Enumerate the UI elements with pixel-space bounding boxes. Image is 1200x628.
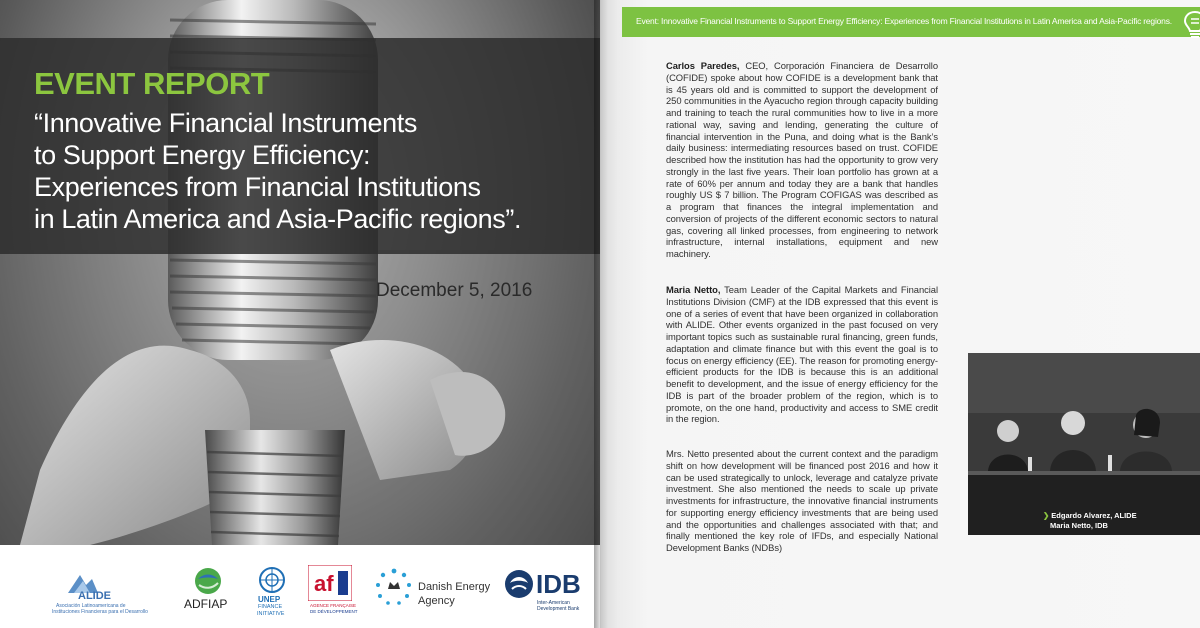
unep-line: FINANCE (258, 604, 283, 610)
adfiap-logo (178, 545, 238, 628)
idb-emblem-icon (504, 569, 534, 599)
caption-line: Maria Netto, IDB (1050, 521, 1108, 530)
title-line: “Innovative Financial Instruments (34, 108, 417, 138)
unep-name: UNEP (258, 595, 281, 604)
header-band (622, 7, 1200, 37)
alide-name: ALIDE (78, 590, 111, 602)
afd-mark-icon (308, 565, 352, 601)
speaker-name: Carlos Paredes, (666, 60, 740, 71)
event-date: December 5, 2016 (376, 280, 533, 301)
danish-energy-agency-logo (372, 545, 492, 628)
crown-dots-icon (374, 567, 414, 607)
content-page (600, 0, 1200, 628)
partner-logos (0, 545, 600, 628)
afd-logo (306, 545, 356, 628)
adfiap-name: ADFIAP (184, 597, 228, 611)
caption-line: Edgardo Alvarez, ALIDE (1051, 511, 1137, 520)
panel-photo (968, 353, 1200, 535)
danish-line: Agency (418, 595, 455, 607)
book-spine (594, 0, 608, 628)
paragraph-text: Team Leader of the Capital Markets and Financial Institutions Division (CMF) at the IDB expressed that this event is one of a series of event that have been organized in collaboration with ALIDE. Other events organized in the past focused on very important topics such as sustainable rural financing, green funds, adaptation and climate finance but with this event the goal is to focus on energy efficiency (EE). The reason for promoting energy-efficient products for the IDB is because this is an additional benefit to development, and the issue of energy efficiency for the IDB is part of the broader problem of the region, which is to promote, on the one hand, productivity and access to SME credit in the region. (666, 284, 938, 425)
speaker-name: Maria Netto, (666, 284, 721, 295)
cover-title (34, 107, 594, 235)
idb-name: IDB (536, 569, 581, 599)
lightbulb-icon (1180, 9, 1200, 41)
paragraph-netto (666, 284, 938, 425)
idb-caption: Inter-American (537, 600, 570, 606)
paragraph-text: CEO, Corporación Financiera de Desarrollo (COFIDE) spoke about how COFIDE is a development bank that is 45 years old and is committed to support the development of 250 communities in the Ayacucho region through capacity building and training to teach the rural communities how to live in a more rational way, saving and lending, generating the culture of financial intervention in the Puna, and doing what is the Bank’s daily business: intermediating resources based on trust. COFIDE described how the institution has had the opportunity to grow very strongly in the last five years. Their loan portfolio has grown at a rate of 60% per annum and today they are a bank that handles roughly US $ 7 billion. The Program COFIGAS was described as a program that finances the integral implementation and conversion of projects of the different economic sectors to natural gas, covering all linked processes, from engineering to network infrastructure, internal installations, equipment and new machinery. (666, 60, 938, 259)
paragraph-text: Mrs. Netto presented about the current context and the paradigm shift on how development will be financed post 2016 and how it can be used strategically to unlock, leverage and catalyze private investment. She also mentioned the needs to scale up private investments for infrastructure, the innovative financial instruments for supporting energy efficiency investments that are being used and the opportunities and challenges associated with that; and finally mentioned the key role of IFDs, and especially National Development Banks (NDBs) (666, 448, 938, 553)
afd-caption: DE DÉVELOPPEMENT (310, 609, 358, 614)
un-emblem-icon (259, 567, 285, 593)
chevron-right-icon: ❯ (1043, 511, 1050, 520)
panelists-photo (968, 353, 1200, 535)
event-report-label: EVENT REPORT (34, 66, 270, 101)
idb-logo (500, 545, 595, 628)
danish-line: Danish Energy (418, 581, 491, 593)
title-line: to Support Energy Efficiency: (34, 140, 371, 170)
title-line: in Latin America and Asia-Pacific regions”. (34, 204, 522, 234)
idb-caption: Development Bank (537, 606, 580, 612)
unep-logo (252, 545, 292, 628)
globe-icon (194, 567, 222, 595)
header-title: Event: Innovative Financial Instruments to Support Energy Efficiency: Experiences from Financial Institutions in Latin America and Asia-Pacific regions. (636, 16, 1172, 26)
svg-text:af: af (314, 571, 334, 596)
alide-caption: Asociación Latinoamericana de (56, 603, 126, 609)
paragraph-netto-context (666, 448, 938, 554)
alide-logo (30, 545, 160, 628)
unep-line: INITIATIVE (257, 611, 285, 617)
alide-caption: Instituciones Financieras para el Desarrollo (52, 609, 148, 615)
afd-caption: AGENCE FRANÇAISE (310, 603, 357, 608)
paragraph-paredes (666, 60, 938, 260)
photo-caption (1043, 511, 1137, 531)
title-line: Experiences from Financial Institutions (34, 172, 481, 202)
